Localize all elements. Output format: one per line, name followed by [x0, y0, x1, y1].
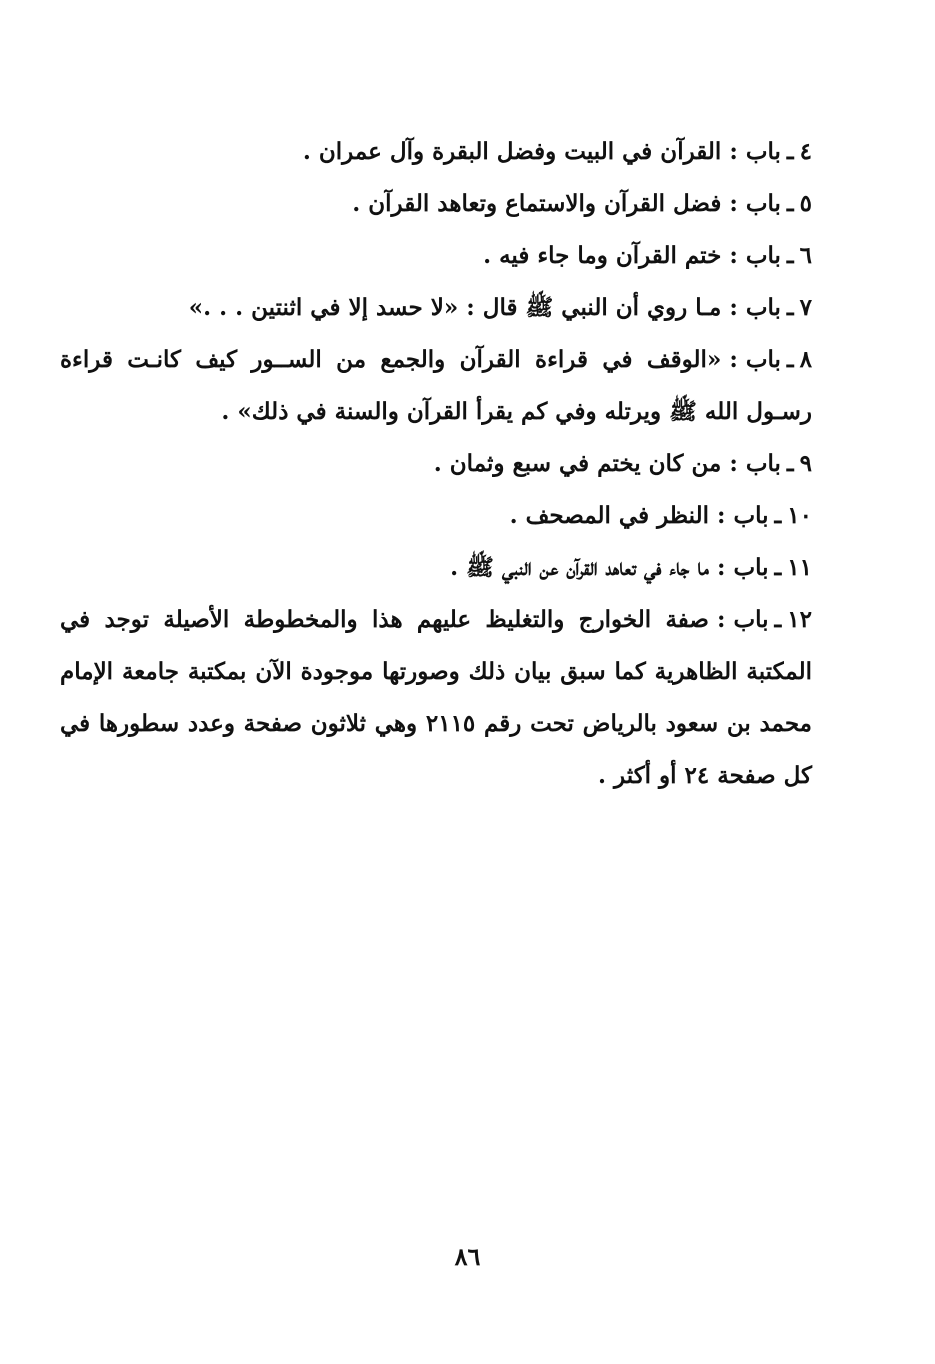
chapter-title: القرآن في البيت وفضل البقرة وآل عمران .	[302, 138, 722, 165]
chapter-list	[60, 126, 812, 802]
chapter-entry-10	[60, 490, 812, 542]
chapter-separator: ـ	[774, 606, 782, 633]
chapter-entry-4	[60, 126, 812, 178]
page-number: ٨٦	[454, 1242, 481, 1271]
chapter-number: ٦	[799, 242, 812, 269]
chapter-separator: ـ	[786, 138, 794, 165]
chapter-number: ٤	[799, 138, 812, 165]
chapter-title: «الوقف في قراءة القرآن والجمع من الســور كيف كانـت قراءة رسـول الله ﷺ ويرتله وفي كم يقرأ القرآن والسنة في ذلك» .	[60, 346, 812, 425]
chapter-title: ختم القرآن وما جاء فيه .	[483, 242, 722, 269]
chapter-entry-12	[60, 594, 812, 802]
chapter-separator: ـ	[774, 502, 782, 529]
chapter-label: باب :	[729, 242, 781, 269]
chapter-separator: ـ	[786, 242, 794, 269]
chapter-entry-6	[60, 230, 812, 282]
chapter-number: ٨	[799, 346, 812, 373]
chapter-entry-11	[60, 542, 812, 594]
chapter-title: من كان يختم في سبع وثمان .	[433, 450, 722, 477]
chapter-entry-5	[60, 178, 812, 230]
chapter-number: ١٢	[787, 606, 812, 633]
chapter-separator: ـ	[786, 346, 794, 373]
chapter-label: باب :	[729, 294, 781, 321]
chapter-entry-8	[60, 334, 812, 438]
chapter-label: باب :	[716, 554, 769, 581]
chapter-entry-7	[60, 282, 812, 334]
chapter-title: النظر في المصحف .	[509, 502, 709, 529]
chapter-number: ٥	[799, 190, 812, 217]
chapter-separator: ـ	[786, 294, 794, 321]
chapter-number: ١١	[787, 554, 812, 581]
chapter-label: باب :	[716, 606, 769, 633]
chapter-label: باب :	[729, 450, 781, 477]
chapter-number: ١٠	[787, 502, 812, 529]
chapter-label: باب :	[729, 190, 781, 217]
chapter-separator: ـ	[786, 450, 794, 477]
chapter-number: ٧	[799, 294, 812, 321]
chapter-separator: ـ	[786, 190, 794, 217]
chapter-title: فضل القرآن والاستماع وتعاهد القرآن .	[352, 190, 722, 217]
chapter-separator: ـ	[774, 554, 782, 581]
chapter-title: صفة الخوارج والتغليظ عليهم هذا والمخطوطة الأصيلة توجد في المكتبة الظاهرية كما سبق بيان ذلك وصورتها موجودة الآن بمكتبة جامعة الإمام محمد بن سعود بالرياض تحت رقم ٢١١٥ وهي ثلاثون صفحة وعدد سطورها في كل صفحة ٢٤ أو أكثر .	[60, 606, 813, 789]
chapter-label: باب :	[716, 502, 769, 529]
chapter-title: مـا روي أن النبي ﷺ قال : «لا حسد إلا في اثنتين . . .»	[188, 294, 722, 321]
chapter-label: باب :	[729, 138, 781, 165]
chapter-entry-9	[60, 438, 812, 490]
chapter-label: باب :	[729, 346, 781, 373]
chapter-title: ما جاء في تعاهد القرآن عن النبي ﷺ .	[450, 554, 709, 581]
chapter-number: ٩	[799, 450, 812, 477]
